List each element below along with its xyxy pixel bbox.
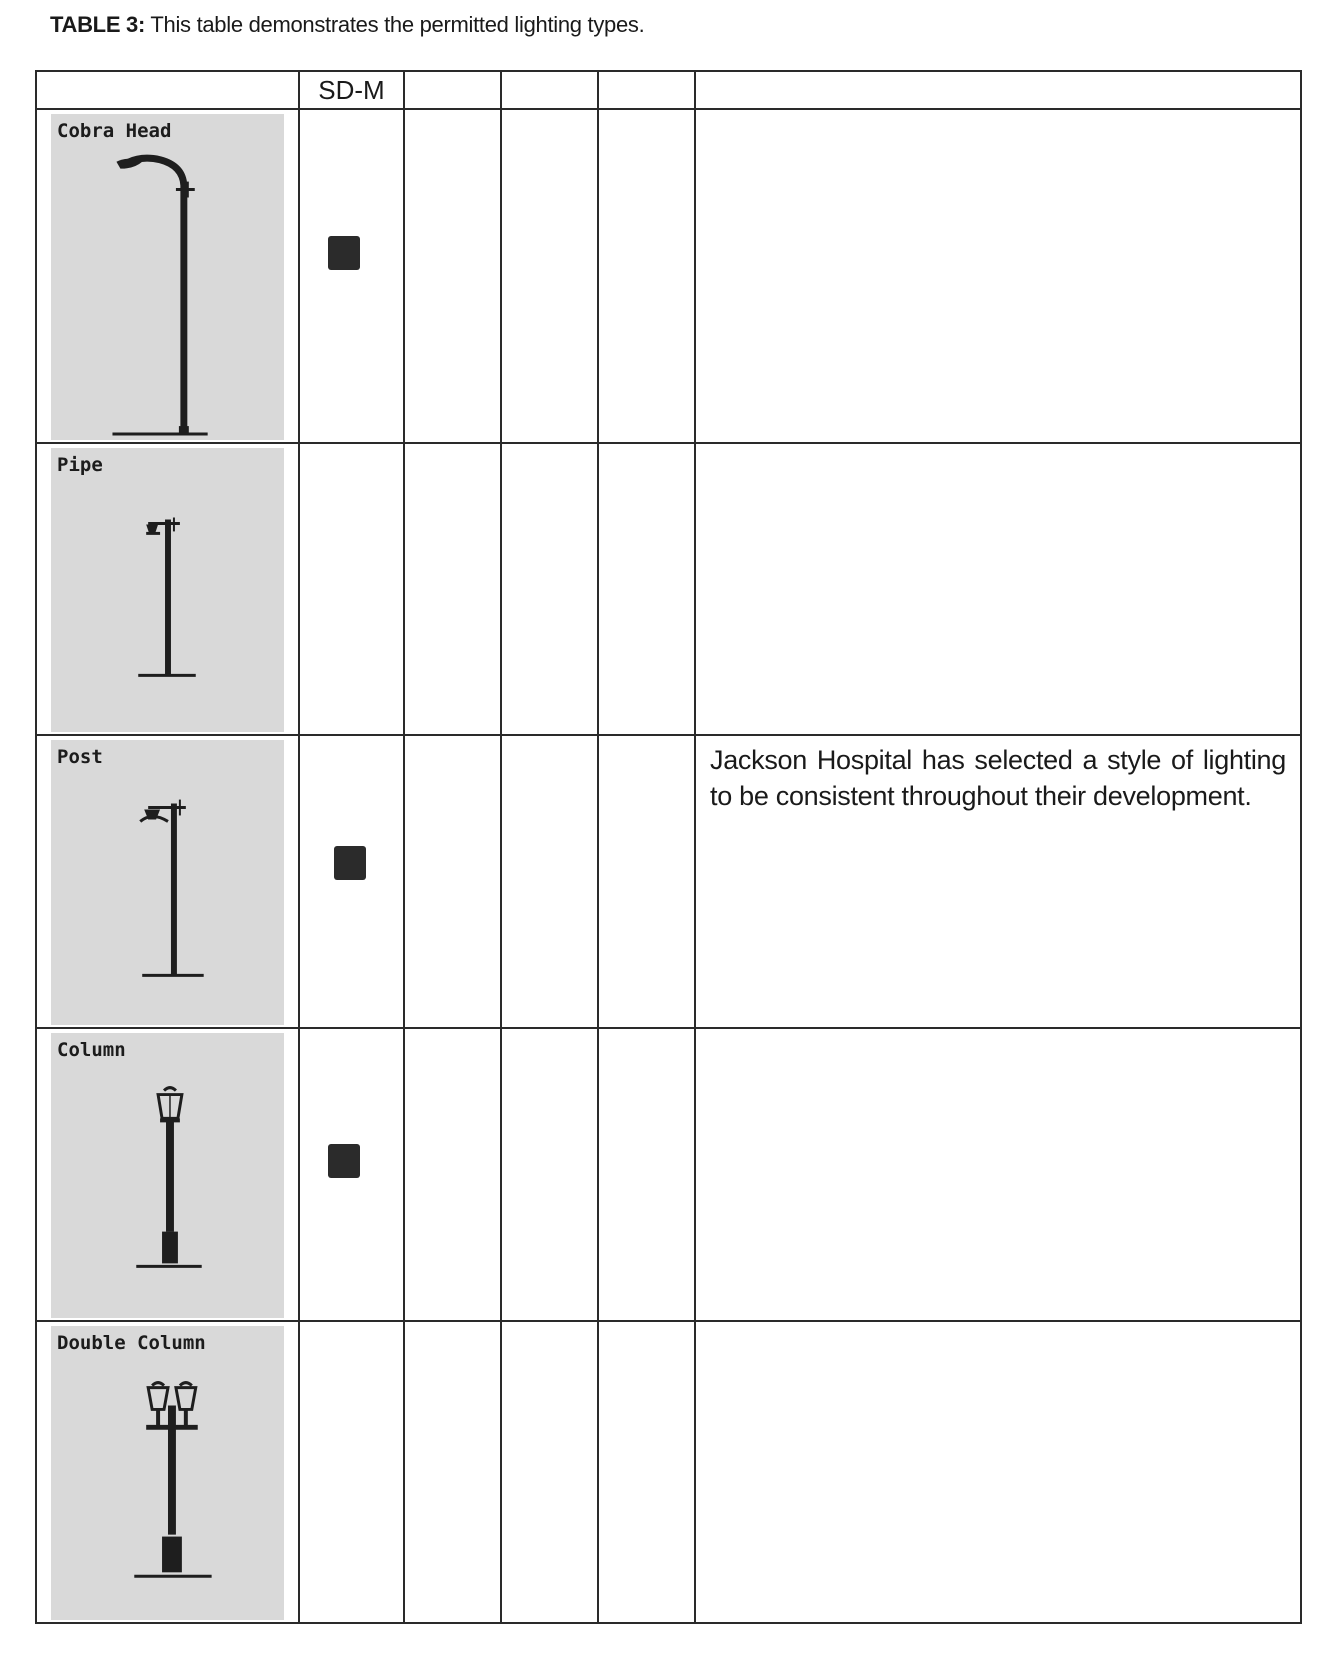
permitted-mark <box>328 1144 360 1178</box>
lighting-image-panel <box>51 1033 284 1318</box>
empty-cell <box>598 1028 695 1321</box>
lighting-type-name: Double Column <box>57 1332 206 1354</box>
empty-cell <box>598 1321 695 1623</box>
sd-m-cell <box>299 1321 404 1623</box>
sd-m-cell <box>299 1028 404 1321</box>
empty-cell <box>404 443 501 735</box>
sd-m-cell <box>299 109 404 443</box>
lighting-image-panel <box>51 114 284 440</box>
table-row <box>36 1028 1301 1321</box>
lighting-type-cell <box>36 1321 299 1623</box>
empty-cell <box>598 109 695 443</box>
header-blank-cell <box>36 71 299 109</box>
empty-cell <box>501 109 598 443</box>
header-empty-cell <box>501 71 598 109</box>
lighting-type-name: Post <box>57 746 103 768</box>
empty-cell <box>404 109 501 443</box>
lighting-type-name: Cobra Head <box>57 120 172 142</box>
column-lamp-icon <box>51 1033 284 1318</box>
header-empty-cell <box>404 71 501 109</box>
empty-cell <box>598 443 695 735</box>
lighting-types-table <box>35 70 1302 1624</box>
lighting-type-cell <box>36 443 299 735</box>
empty-cell <box>404 735 501 1028</box>
empty-cell <box>501 735 598 1028</box>
lighting-type-name: Pipe <box>57 454 103 476</box>
empty-cell <box>598 735 695 1028</box>
lighting-image-panel <box>51 1326 284 1620</box>
empty-cell <box>501 443 598 735</box>
notes-cell <box>695 443 1301 735</box>
cobra-head-lamp-icon <box>51 114 284 440</box>
empty-cell <box>404 1321 501 1623</box>
permitted-mark <box>328 236 360 270</box>
sd-m-cell <box>299 443 404 735</box>
table-row <box>36 1321 1301 1623</box>
notes-cell <box>695 1321 1301 1623</box>
notes-cell <box>695 109 1301 443</box>
table-row <box>36 443 1301 735</box>
caption-text: This table demonstrates the permitted lighting types. <box>150 12 645 37</box>
double-column-lamp-icon <box>51 1326 284 1620</box>
table-row <box>36 109 1301 443</box>
lighting-image-panel <box>51 740 284 1025</box>
empty-cell <box>501 1321 598 1623</box>
lighting-type-cell <box>36 109 299 443</box>
header-empty-cell <box>695 71 1301 109</box>
jackson-hospital-note: Jackson Hospital has selected a style of lighting to be consistent throughout their development. <box>710 745 1286 811</box>
table-caption <box>50 12 644 38</box>
pipe-lamp-icon <box>51 448 284 732</box>
empty-cell <box>501 1028 598 1321</box>
lighting-type-cell <box>36 735 299 1028</box>
empty-cell <box>404 1028 501 1321</box>
notes-cell <box>695 735 1301 1028</box>
sd-m-cell <box>299 735 404 1028</box>
lighting-type-name: Column <box>57 1039 126 1061</box>
header-row <box>36 71 1301 109</box>
permitted-mark <box>334 846 366 880</box>
lighting-type-cell <box>36 1028 299 1321</box>
lighting-image-panel <box>51 448 284 732</box>
notes-cell <box>695 1028 1301 1321</box>
caption-label: TABLE 3: <box>50 12 145 37</box>
zone-header-sd-m: SD-M <box>299 71 404 109</box>
table-row <box>36 735 1301 1028</box>
post-lamp-icon <box>51 740 284 1025</box>
header-empty-cell <box>598 71 695 109</box>
